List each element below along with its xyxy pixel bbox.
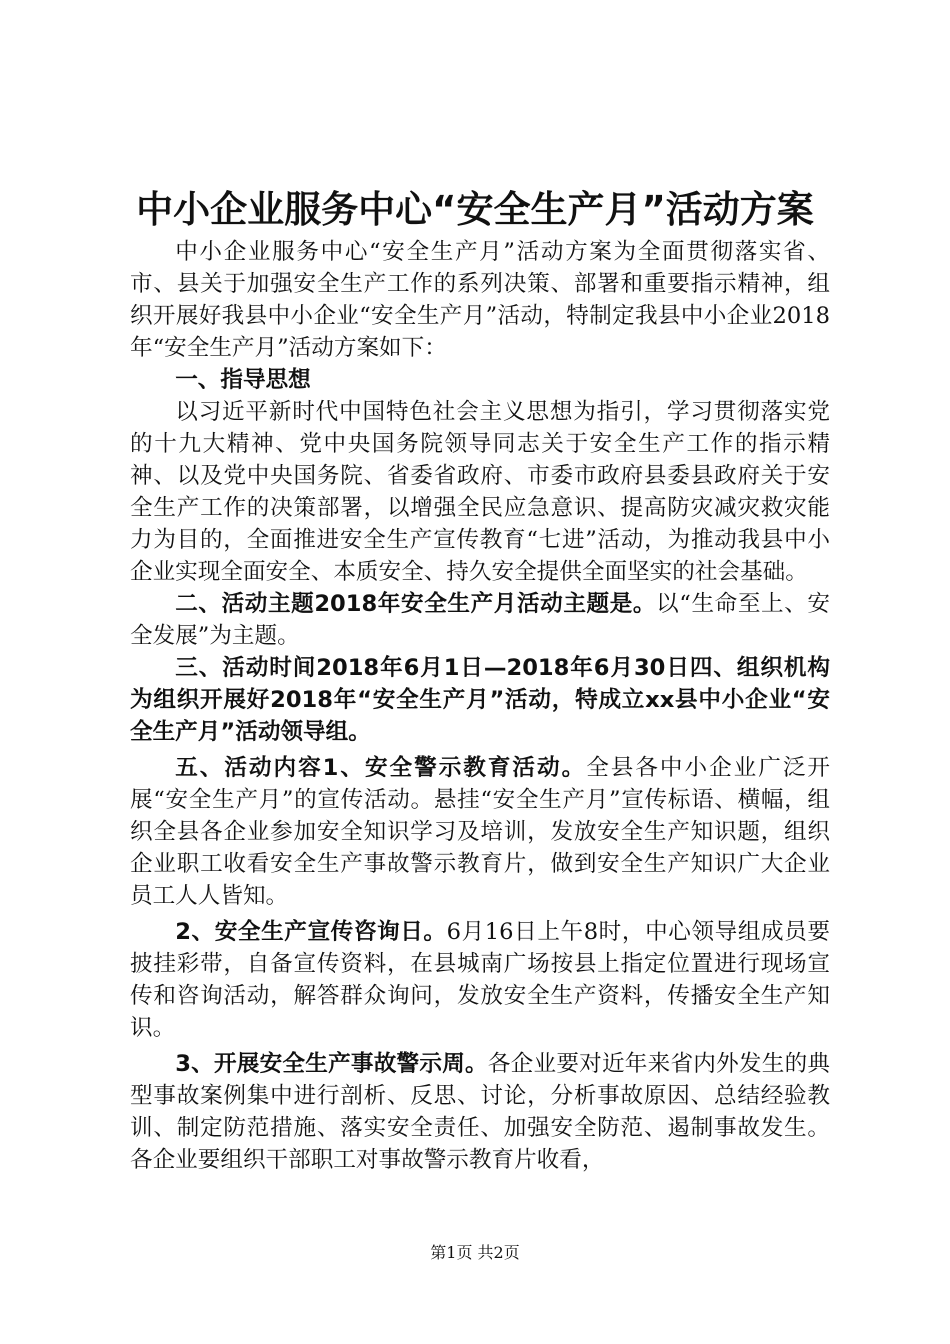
intro-paragraph [130, 236, 830, 364]
paragraph-lead: 五、活动内容1、安全警示教育活动。 [175, 755, 587, 781]
consultation-day-paragraph [130, 916, 830, 1044]
paragraph-text: 各企业要对近年来省内外发生的典型事故案例集中进行剖析、反思、讨论，分析事故原因、总结经验教训、制定防范措施、落实安全责任、加强安全防范、遏制事故发生。各企业要组织干部职工对事故警示教育片收看， [130, 1051, 830, 1173]
document-body [130, 236, 830, 1176]
paragraph-lead: 三、活动时间2018年6月1日—2018年6月30日四、组织机构为组织开展好2018年“安全生产月”活动，特成立xx县中小企业“安全生产月”活动领导组。 [130, 655, 830, 745]
warning-week-paragraph [130, 1048, 830, 1176]
activity-time-paragraph [130, 652, 830, 748]
document-title: 中小企业服务中心“安全生产月”活动方案 [136, 188, 814, 231]
page-footer: 第1页 共2页 [430, 1243, 520, 1262]
guiding-ideology-paragraph [130, 396, 830, 588]
paragraph-text: 全县各中小企业广泛开展“安全生产月”的宣传活动。悬挂“安全生产月”宣传标语、横幅，组织全县各企业参加安全知识学习及培训，发放安全生产知识题，组织企业职工收看安全生产事故警示教育片，做到安全生产知识广大企业员工人人皆知。 [130, 755, 831, 909]
paragraph-lead: 3、开展安全生产事故警示周。 [175, 1051, 488, 1077]
paragraph-text: 中小企业服务中心“安全生产月”活动方案为全面贯彻落实省、市、县关于加强安全生产工作的系列决策、部署和重要指示精神，组织开展好我县中小企业“安全生产月”活动，特制定我县中小企业2018年“安全生产月”活动方案如下： [130, 239, 830, 361]
paragraph-lead: 二、活动主题2018年安全生产月活动主题是。 [175, 591, 657, 617]
paragraph-text: 以“生命至上、安全发展”为主题。 [130, 591, 830, 649]
paragraph-text: 以习近平新时代中国特色社会主义思想为指引，学习贯彻落实党的十九大精神、党中央国务院领导同志关于安全生产工作的指示精神、以及党中央国务院、省委省政府、市委市政府县委县政府关于安全生产工作的决策部署，以增强全民应急意识、提高防灾减灾救灾能力为目的，全面推进安全生产宣传教育“七进”活动，为推动我县中小企业实现全面安全、本质安全、持久安全提供全面坚实的社会基础。 [130, 399, 830, 585]
section-heading-guiding-ideology [130, 364, 830, 396]
activity-content-paragraph [130, 752, 830, 912]
activity-theme-paragraph [130, 588, 830, 652]
heading-text: 一、指导思想 [175, 367, 311, 393]
paragraph-text: 6月16日上午8时，中心领导组成员要披挂彩带，自备宣传资料，在县城南广场按县上指定位置进行现场宣传和咨询活动，解答群众询问，发放安全生产资料，传播安全生产知识。 [130, 919, 830, 1041]
paragraph-lead: 2、安全生产宣传咨询日。 [175, 919, 447, 945]
